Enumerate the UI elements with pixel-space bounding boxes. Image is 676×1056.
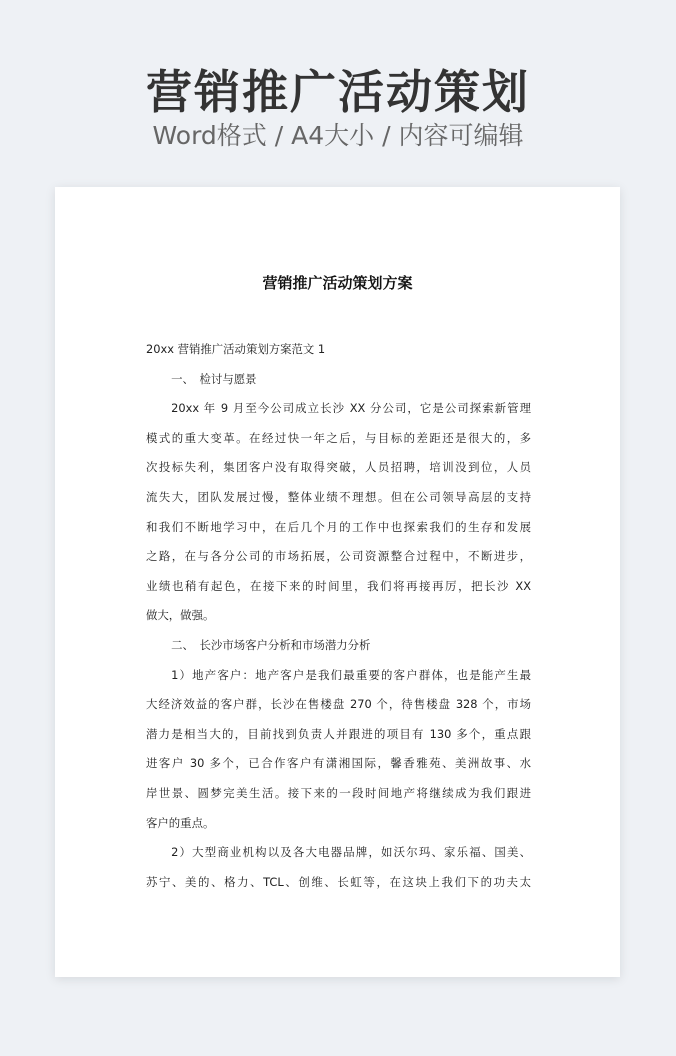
- doc-line: 进客户 30 多个，已合作客户有潇湘国际，馨香雅苑、美洲故事、水: [146, 756, 531, 771]
- document-body: [146, 335, 531, 897]
- doc-line: 岸世景、圆梦完美生活。接下来的一段时间地产将继续成为我们跟进: [146, 785, 531, 800]
- doc-line: 20xx 年 9 月至今公司成立长沙 XX 分公司，它是公司探索新管理: [171, 401, 531, 416]
- doc-line: 流失大，团队发展过慢，整体业绩不理想。但在公司领导高层的支持: [146, 489, 531, 504]
- doc-line: 潜力是相当大的，目前找到负责人并跟进的项目有 130 多个，重点跟: [146, 726, 531, 741]
- doc-line: 和我们不断地学习中，在后几个月的工作中也探索我们的生存和发展: [146, 519, 531, 534]
- page-title: 营销推广活动策划: [146, 65, 530, 119]
- section-heading: 一、 检讨与愿景: [171, 371, 257, 386]
- doc-line: 做大，做强。: [146, 608, 215, 623]
- doc-line: 苏宁、美的、格力、TCL、创维、长虹等，在这块上我们下的功夫太: [146, 874, 531, 889]
- doc-line: 大经济效益的客户群，长沙在售楼盘 270 个，待售楼盘 328 个，市场: [146, 697, 531, 712]
- doc-line: 之路，在与各分公司的市场拓展，公司资源整合过程中，不断进步，: [146, 549, 531, 564]
- section-heading: 二、 长沙市场客户分析和市场潜力分析: [171, 637, 371, 652]
- document-page: [55, 187, 620, 977]
- doc-line: 20xx 营销推广活动策划方案范文 1: [146, 342, 326, 356]
- doc-line: 客户的重点。: [146, 815, 215, 830]
- doc-line: 模式的重大变革。在经过快一年之后，与目标的差距还是很大的，多: [146, 430, 531, 445]
- page-subtitle: Word格式 / A4大小 / 内容可编辑: [152, 121, 524, 150]
- document-title: 营销推广活动策划方案: [262, 274, 413, 292]
- doc-line: 业绩也稍有起色，在接下来的时间里，我们将再接再厉，把长沙 XX: [146, 578, 531, 593]
- doc-line: 1）地产客户：地产客户是我们最重要的客户群体，也是能产生最: [171, 667, 531, 682]
- doc-line: 次投标失利，集团客户没有取得突破，人员招聘，培训没到位，人员: [146, 460, 531, 475]
- doc-line: 2）大型商业机构以及各大电器品牌，如沃尔玛、家乐福、国美、: [171, 845, 531, 860]
